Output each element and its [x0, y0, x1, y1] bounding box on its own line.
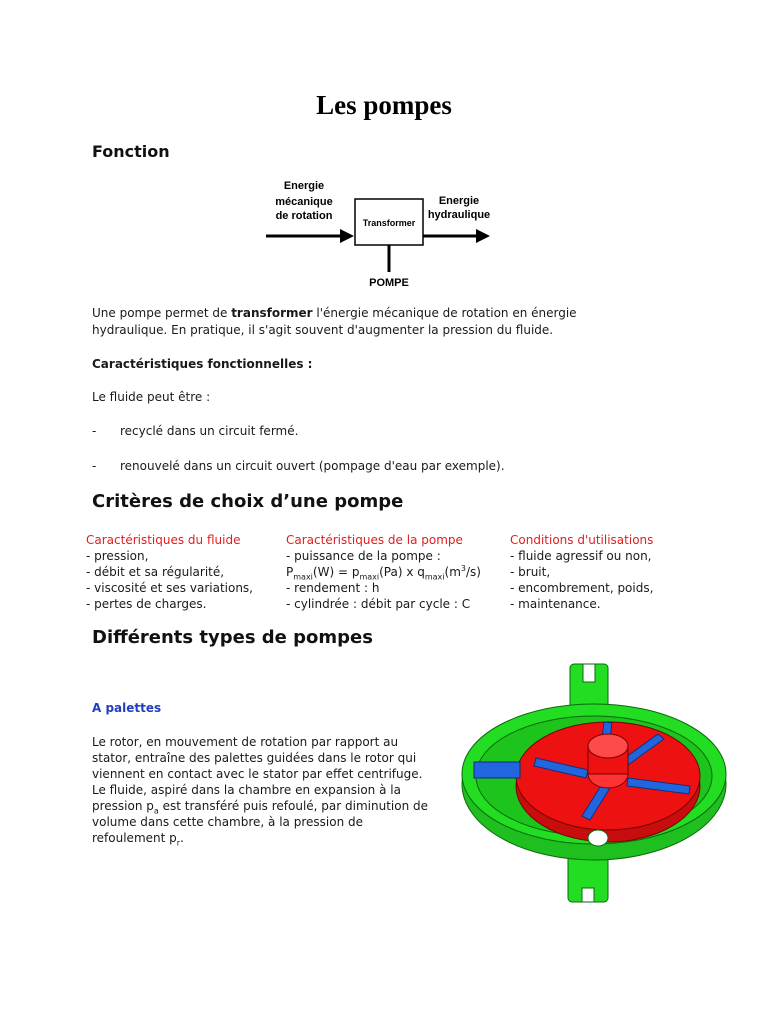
rotor-hub-top: [588, 734, 628, 758]
bullet-text: recyclé dans un circuit fermé.: [120, 424, 299, 438]
function-diagram-svg: [262, 172, 498, 290]
column-item: - puissance de la pompe :: [286, 549, 441, 563]
vane-pump-svg: [458, 662, 730, 912]
intro-paragraph: [92, 305, 652, 339]
intro-bold: transformer: [231, 306, 313, 320]
vane-pump-illustration: [458, 662, 730, 912]
intro-text-2: l'énergie mécanique de rotation en énergie hydraulique. En pratique, il s'agit souvent d'augmenter la pression du fluide.: [92, 306, 577, 337]
bullet-item: [92, 458, 505, 475]
palettes-description: [92, 734, 437, 846]
carac-title: Caractéristiques fonctionnelles :: [92, 357, 313, 371]
column-item: - débit et sa régularité,: [86, 565, 225, 579]
diagram-output-line-2: hydraulique: [427, 209, 491, 221]
column-item: - pression,: [86, 549, 149, 563]
pompe-label: POMPE: [369, 277, 409, 289]
section-heading-criteres: Critères de choix d’une pompe: [92, 491, 404, 512]
formula-sup: 3: [460, 564, 466, 573]
intro-text-1: Une pompe permet de: [92, 306, 232, 320]
palettes-text-2: est transféré puis refoulé, par diminution de volume dans cette chambre, à la pression de refoulement p: [92, 799, 428, 845]
column-item: - maintenance.: [510, 597, 601, 611]
diagram-input-line-2: mécanique: [275, 196, 333, 208]
diagram-input-line-3: de rotation: [275, 210, 333, 222]
fluide-intro: Le fluide peut être :: [92, 390, 211, 404]
palettes-title: A palettes: [92, 701, 162, 715]
column-item: - fluide agressif ou non,: [510, 549, 652, 563]
bullet-text: renouvelé dans un circuit ouvert (pompage d'eau par exemple).: [120, 459, 505, 473]
formula-sub-maxi: maxi: [293, 572, 313, 582]
column-pompe: [286, 532, 506, 612]
column-item: - viscosité et ses variations,: [86, 581, 253, 595]
bullet-dash: -: [92, 424, 97, 438]
column-item: - pertes de charges.: [86, 597, 207, 611]
formula-sub-maxi: maxi: [359, 572, 380, 582]
diagram-input-line-1: Energie: [283, 180, 325, 192]
column-item: - encombrement, poids,: [510, 581, 654, 595]
outlet-hole: [588, 830, 608, 846]
section-heading-types: Différents types de pompes: [92, 627, 373, 648]
formula-w: (W) = p: [312, 565, 360, 579]
palettes-sub-r: r: [176, 838, 181, 848]
inlet-port-slot: [583, 664, 595, 682]
output-arrow-head: [476, 229, 490, 243]
formula-sub-maxi: maxi: [424, 572, 445, 582]
column-header-fluide: Caractéristiques du fluide: [86, 533, 241, 547]
palettes-sub-a: a: [153, 806, 159, 816]
diagram-output-line-1: Energie: [438, 195, 480, 207]
function-diagram: [262, 172, 498, 290]
bullet-item: [92, 423, 298, 440]
column-item: - bruit,: [510, 565, 551, 579]
palettes-text-3: .: [180, 831, 184, 845]
column-header-conditions: Conditions d'utilisations: [510, 533, 654, 547]
formula-m: (m: [444, 565, 461, 579]
page-title: Les pompes: [316, 90, 452, 120]
column-fluide: [86, 532, 281, 612]
transformer-label: Transformer: [362, 218, 416, 228]
section-heading-fonction: Fonction: [92, 142, 170, 161]
bullet-dash: -: [92, 459, 97, 473]
formula-pa: (Pa) x q: [379, 565, 425, 579]
palettes-text-1: Le rotor, en mouvement de rotation par rapport au stator, entraîne des palettes guidées dans le rotor qui viennent en contact avec le stator par effet centrifuge. Le fluide, aspiré dans la chambre en expansion à la pression p: [92, 735, 423, 813]
power-formula: [286, 564, 506, 580]
formula-end: /s): [465, 565, 481, 579]
column-conditions: [510, 532, 710, 612]
column-item: - rendement : h: [286, 581, 380, 595]
column-header-pompe: Caractéristiques de la pompe: [286, 533, 463, 547]
input-arrow-head: [340, 229, 354, 243]
column-item: - cylindrée : débit par cycle : C: [286, 597, 471, 611]
outlet-port-slot: [582, 888, 594, 902]
vane-stator-slot: [474, 762, 520, 778]
formula-p: P: [286, 565, 294, 579]
